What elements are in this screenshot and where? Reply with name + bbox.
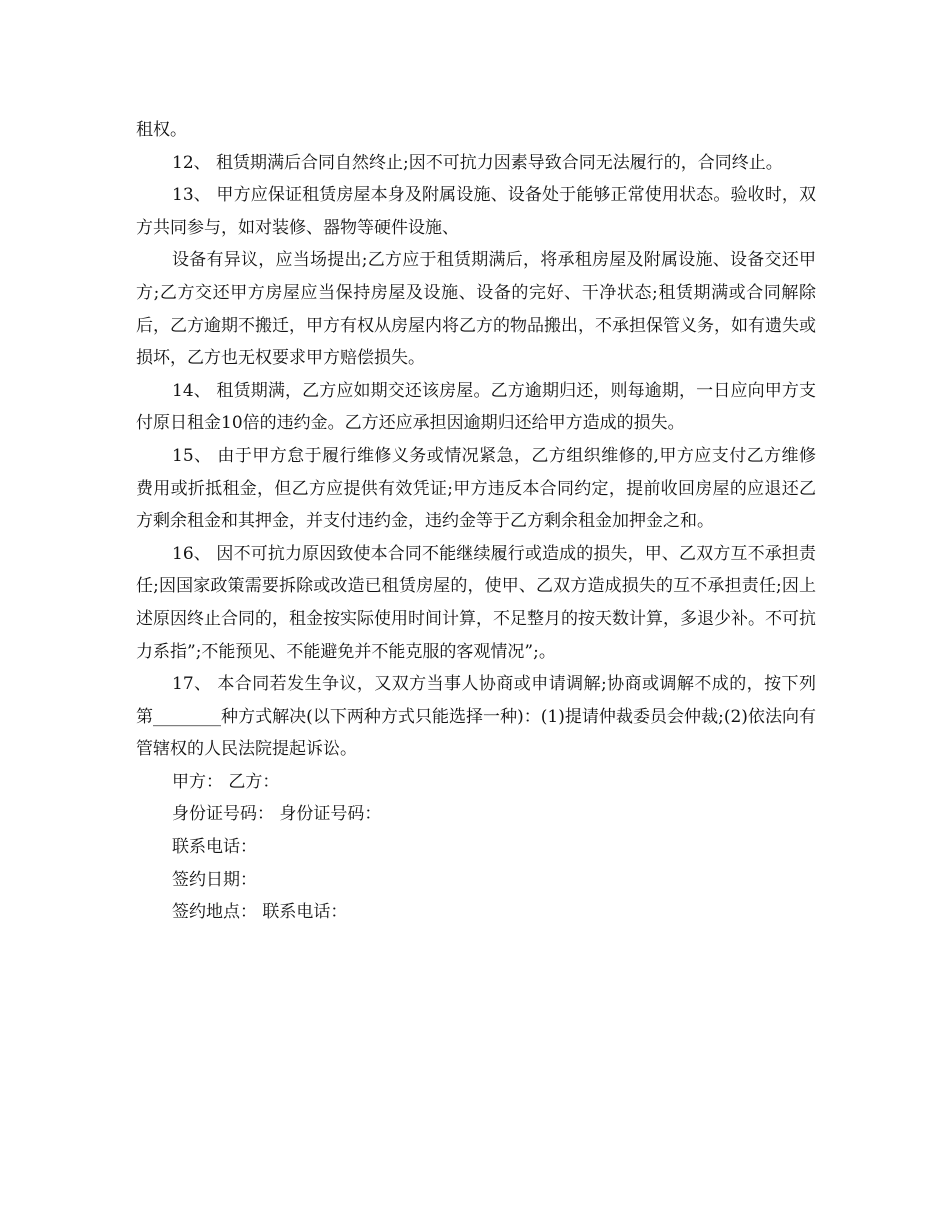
clause-15: 15、 由于甲方怠于履行维修义务或情况紧急，乙方组织维修的,甲方应支付乙方维修费用或折抵租金，但乙方应提供有效凭证;甲方违反本合同约定，提前收回房屋的应退还乙方剩余租金和其押金，并支付违约金，违约金等于乙方剩余租金加押金之和。	[136, 445, 816, 532]
signature-party-names: 甲方： 乙方：	[172, 771, 280, 792]
clause-12: 12、 租赁期满后合同自然终止;因不可抗力因素导致合同无法履行的，合同终止。	[172, 152, 783, 173]
clause-13: 13、 甲方应保证租赁房屋本身及附属设施、设备处于能够正常使用状态。验收时，双方共同参与，如对装修、器物等硬件设施、	[136, 185, 816, 238]
contract-body	[136, 114, 816, 929]
clause-17: 17、 本合同若发生争议，又双方当事人协商或申请调解;协商或调解不成的，按下列第________种方式解决(以下两种方式只能选择一种)：(1)提请仲裁委员会仲裁;(2)依法向有管辖权的人民法院提起诉讼。	[136, 674, 816, 760]
signature-id-numbers: 身份证号码： 身份证号码：	[172, 804, 382, 825]
signature-place: 签约地点： 联系电话：	[172, 902, 348, 923]
signature-date: 签约日期：	[172, 869, 257, 890]
clause-14: 14、 租赁期满，乙方应如期交还该房屋。乙方逾期归还，则每逾期，一日应向甲方支付原日租金10倍的违约金。乙方还应承担因逾期归还给甲方造成的损失。	[136, 380, 816, 434]
clause-13-continued: 设备有异议，应当场提出;乙方应于租赁期满后，将承租房屋及附属设施、设备交还甲方;乙方交还甲方房屋应当保持房屋及设施、设备的完好、干净状态;租赁期满或合同解除后，乙方逾期不搬迁，甲方有权从房屋内将乙方的物品搬出，不承担保管义务，如有遗失或损坏，乙方也无权要求甲方赔偿损失。	[136, 250, 816, 369]
paragraph-continuation: 租权。	[136, 120, 187, 140]
clause-16: 16、 因不可抗力原因致使本合同不能继续履行或造成的损失，甲、乙双方互不承担责任;因国家政策需要拆除或改造已租赁房屋的，使甲、乙双方造成损失的互不承担责任;因上述原因终止合同的，租金按实际使用时间计算，不足整月的按天数计算，多退少补。不可抗力系指”;不能预见、不能避免并不能克服的客观情况”;。	[136, 543, 816, 662]
signature-phone: 联系电话：	[172, 837, 257, 858]
